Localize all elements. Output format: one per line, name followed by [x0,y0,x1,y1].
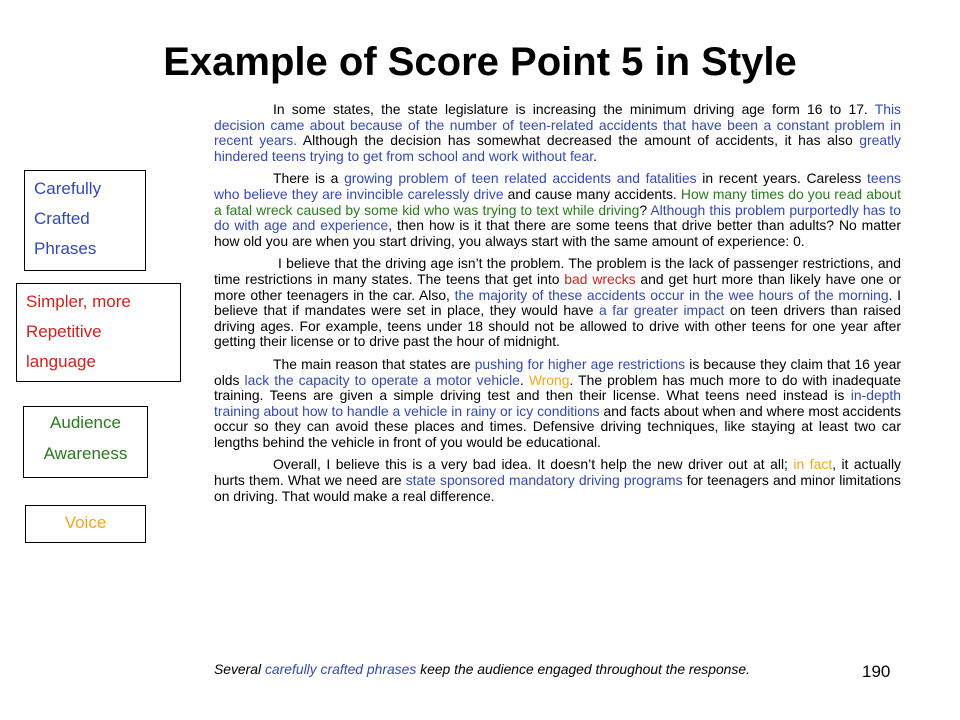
highlighted-phrase: the majority of these accidents occur in the wee hours of the morning [454,286,889,303]
highlighted-phrase: teens who believe they are invincible carelessly drive [214,170,901,202]
caption-text: Several [214,661,265,677]
essay-text-run: and get hurt more than likely have one or more other teenagers in the car. Also, [214,270,901,303]
caption-highlight: carefully crafted phrases [264,661,417,677]
highlighted-phrase: growing problem of teen related accidents and fatalities [344,170,697,187]
slide-title: Example of Score Point 5 in Style [163,40,797,84]
highlighted-phrase: a far greater impact [598,302,725,319]
highlighted-phrase: state sponsored mandatory driving programs [405,472,683,489]
essay-paragraph [214,357,901,451]
caption [214,661,854,677]
highlighted-phrase: in-depth training about how to handle a vehicle in rainy or icy conditions [214,387,901,419]
legend-repetitive-language [16,283,181,382]
legend-label: Crafted [34,209,90,228]
legend-label: Awareness [43,444,128,463]
essay-text-run: I believe that the driving age isn’t the problem. The problem is the lack of passenger restrictions, and time restrictions in many states. The teens that get into [214,255,901,287]
caption-text: keep the audience engaged throughout the response. [416,661,750,677]
essay-paragraph [214,102,901,164]
legend-label: Simpler, more [26,292,131,311]
highlighted-phrase: pushing for higher age restrictions [474,355,686,372]
essay-text-run: . [593,147,597,164]
essay-paragraph [214,171,901,249]
essay-text-run: Although the decision has somewhat decreased the amount of accidents, it has also [297,132,860,149]
highlighted-phrase: How many times do you read about a fatal wreck caused by some kid who was trying to text while driving [214,185,901,218]
essay-text-run: for teenagers and minor limitations on driving. That would make a real difference. [214,472,902,504]
highlighted-phrase: Although this problem purportedly has to do with age and experience [214,201,901,234]
essay-text-run: ? [639,201,651,218]
essay-text-run: In some states, the state legislature is increasing the minimum driving age form 16 to 17. [273,101,875,117]
essay-text-run: There is a [273,170,345,187]
essay-paragraph [214,457,901,504]
essay-text-run: and facts about when and where most accidents occur so they can avoid these places and times. Defensive driving techniques, like staying at least two car lengths behind the vehicle in front of you would be educational. [214,402,901,450]
highlighted-phrase: lack the capacity to operate a motor vehicle [244,371,520,388]
legend-label: Repetitive [26,322,102,341]
essay-text-run: and cause many accidents. [503,185,681,202]
essay-paragraph [214,256,901,350]
page-number: 190 [862,662,891,681]
legend-label: Audience [50,413,121,432]
essay-text-run: in recent years. Careless [696,170,868,187]
legend-label: Carefully [34,179,102,198]
essay-text-run: on teen drivers than raised driving ages. For example, teens under 18 should not be allowed to drive with other teens for one year after getting their license or to drive past the hour of midnight. [214,302,901,350]
essay-text-run: , then how is it that there are some teens that drive better than adults? No matter how old you are when you start driving, you always start with the same amount of experience: 0. [214,217,902,249]
essay-text-run: . The problem has much more to do with inadequate training. Teens are given a simple driving test and then their license. What teens need instead is [214,371,902,404]
legend-label: language [26,352,96,371]
highlighted-phrase: Wrong [528,371,570,388]
essay-text-run: Overall, I believe this is a very bad idea. It doesn’t help the new driver out at all; [273,456,794,473]
legend-carefully-crafted-phrases [24,170,146,271]
highlighted-phrase: This decision came about because of the number of teen-related accidents that have been a constant problem in recent years. [214,101,901,149]
highlighted-phrase: greatly hindered teens trying to get from school and work without fear [214,132,901,164]
essay-text-run: . I believe that if mandates were set in place, they would have [214,286,901,319]
legend-label: Phrases [34,239,97,258]
essay-text-run: , it actually hurts them. What we need are [214,456,902,489]
legend-label: Voice [64,513,107,532]
essay-text-run: is because they claim that 16 year olds [214,355,901,388]
highlighted-phrase: in fact [793,456,833,473]
essay-text-run: The main reason that states are [273,355,475,372]
essay-text [214,102,901,511]
legend-voice [25,505,146,543]
essay-text-run: . [519,371,529,388]
highlighted-phrase: bad wrecks [564,270,636,287]
legend-audience-awareness [23,406,148,478]
